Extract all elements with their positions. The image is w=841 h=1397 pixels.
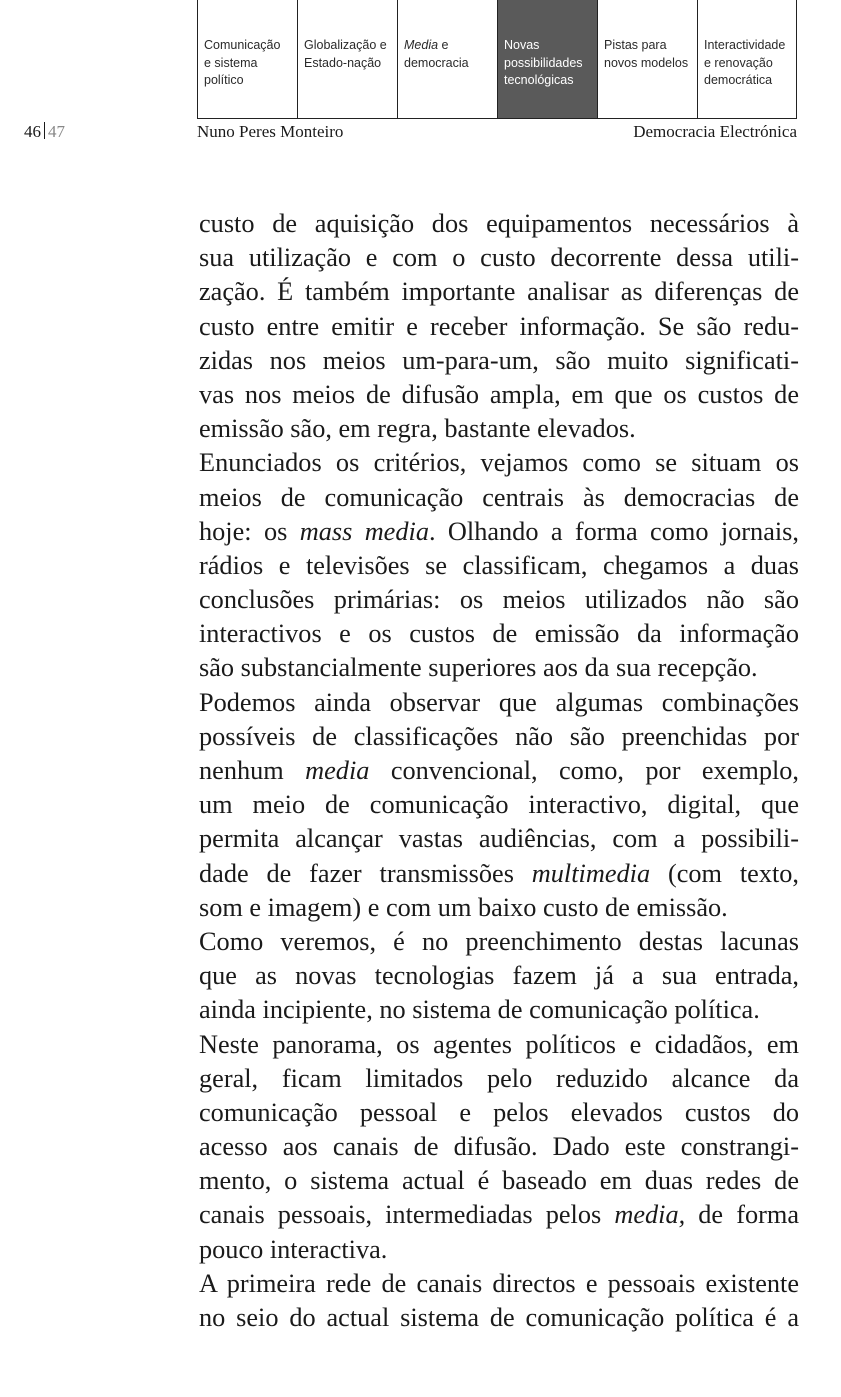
text-segment: no seio do actual sistema de comunicação política é a (199, 1303, 799, 1332)
text-segment: interactivos e os custos de emissão da informação (199, 619, 799, 649)
text-line (199, 412, 799, 446)
chapter-tab-5 (597, 0, 697, 118)
text-line (199, 1301, 799, 1335)
running-header-book-title: Democracia Electrónica (633, 122, 797, 141)
text-segment: um meio de comunicação interactivo, digital, que (199, 790, 799, 820)
text-line (199, 344, 799, 378)
text-line (199, 1233, 799, 1267)
text-line (199, 993, 799, 1027)
chapter-tab-label-line: Estado-nação (304, 55, 382, 70)
text-line (199, 378, 799, 412)
italic-term: media, (614, 1200, 686, 1230)
chapter-tab-label-line: democrática (704, 73, 773, 87)
text-line (199, 1062, 799, 1096)
text-line (199, 481, 799, 515)
text-segment: sua utilização e com o custo decorrente dessa utili- (199, 243, 799, 273)
chapter-tab-label-line: Comunicação (204, 38, 281, 52)
text-line (199, 1267, 799, 1301)
text-line (199, 241, 799, 275)
text-segment: acesso aos canais de difusão. Dado este constrangi- (199, 1132, 799, 1162)
chapter-tab-label-line: novos modelos (604, 55, 689, 70)
text-segment: nenhum (199, 756, 306, 785)
chapter-tab-4 (497, 0, 597, 118)
text-segment: Neste panorama, os agentes políticos e cidadãos, em (199, 1029, 799, 1059)
text-segment: vas nos meios de difusão ampla, em que os custos de (199, 379, 799, 409)
text-line (199, 549, 799, 583)
text-line (199, 1096, 799, 1130)
text-line (199, 822, 799, 856)
chapter-tab-3 (397, 0, 497, 118)
text-segment: A primeira rede de canais directos e pessoais existente (199, 1268, 799, 1298)
text-line (199, 891, 799, 925)
text-line (199, 1198, 799, 1232)
page-number-right: 47 (48, 122, 65, 141)
chapter-tab-label-line: e renovação (704, 55, 773, 70)
text-line (199, 446, 799, 480)
text-segment: que as novas tecnologias fazem já a sua entrada, (199, 961, 799, 991)
text-line (199, 720, 799, 754)
text-line (199, 583, 799, 617)
chapter-tab-6 (697, 0, 797, 118)
text-line (199, 515, 799, 549)
text-line (199, 1164, 799, 1198)
text-segment: Podemos ainda observar que algumas combinações (199, 687, 799, 717)
text-segment: Como veremos, é no preenchimento destas lacunas (199, 926, 799, 956)
chapter-navigation-tabs (197, 0, 797, 119)
text-segment: emissão são, em regra, bastante elevados. (199, 414, 636, 444)
text-segment: zidas nos meios um-para-um, são muito significati- (199, 345, 799, 375)
chapter-tab-label-line: Novas (504, 38, 540, 52)
text-segment: dade de fazer transmissões (199, 858, 532, 888)
chapter-tab-label-line: e sistema (204, 55, 258, 70)
text-segment: permita alcançar vastas audiências, com a possibili- (199, 824, 799, 854)
chapter-tab-label-line: Interactividade (704, 38, 786, 52)
text-line (199, 857, 799, 891)
page-numbers (24, 122, 65, 142)
chapter-tab-label-line: Globalização e (304, 38, 387, 52)
text-segment: som e imagem) e com um baixo custo de emissão. (199, 892, 728, 922)
italic-term: multimedia (531, 858, 651, 888)
chapter-tab-1 (197, 0, 297, 118)
text-segment: canais pessoais, intermediadas pelos (199, 1200, 615, 1230)
text-segment: mento, o sistema actual é baseado em duas redes de (199, 1166, 799, 1196)
text-segment: geral, ficam limitados pelo reduzido alcance da (199, 1063, 799, 1093)
text-segment: conclusões primárias: os meios utilizados não são (199, 585, 799, 615)
text-segment: (com texto, (650, 858, 799, 888)
text-segment: convencional, como, por exemplo, (369, 756, 799, 785)
italic-term: mass media (299, 516, 429, 546)
text-segment: Enunciados os critérios, vejamos como se situam os (199, 448, 799, 478)
text-line (199, 617, 799, 651)
text-segment: de forma (685, 1200, 799, 1230)
chapter-tab-label-line: possibilidades (504, 55, 583, 70)
text-segment: zação. É também importante analisar as diferenças de (199, 277, 799, 307)
text-line (199, 686, 799, 720)
text-segment: ainda incipiente, no sistema de comunicação política. (199, 995, 760, 1025)
text-line (199, 788, 799, 822)
text-segment: custo de aquisição dos equipamentos necessários à (199, 209, 799, 238)
chapter-tab-label-line: político (204, 73, 244, 87)
text-segment: . Olhando a forma como jornais, (428, 516, 799, 546)
text-line (199, 1130, 799, 1164)
page-number-divider (44, 122, 45, 139)
text-segment: são substancialmente superiores aos da sua recepção. (199, 653, 758, 683)
text-line (199, 1028, 799, 1062)
text-line (199, 754, 799, 788)
chapter-tab-label-line: democracia (404, 55, 469, 70)
text-segment: possíveis de classificações não são preenchidas por (199, 721, 799, 751)
chapter-tab-label-line: Pistas para (604, 38, 667, 52)
text-line (199, 651, 799, 685)
text-segment: pouco interactiva. (199, 1234, 388, 1264)
body-text (199, 207, 799, 1335)
chapter-tab-label-line: Media e (404, 38, 449, 52)
text-segment: hoje: os (199, 516, 300, 546)
text-segment: custo entre emitir e receber informação. Se são redu- (199, 311, 799, 341)
text-line (199, 275, 799, 309)
text-segment: comunicação pessoal e pelos elevados custos do (199, 1097, 799, 1127)
chapter-tab-label-line: tecnológicas (504, 73, 574, 87)
running-header-author: Nuno Peres Monteiro (197, 122, 344, 141)
text-line (199, 925, 799, 959)
chapter-tab-2 (297, 0, 397, 118)
text-line (199, 207, 799, 241)
text-segment: rádios e televisões se classificam, chegamos a duas (199, 550, 799, 580)
italic-term: media (305, 756, 370, 785)
text-segment: meios de comunicação centrais às democracias de (199, 482, 799, 512)
page-number-left: 46 (24, 122, 41, 141)
text-line (199, 310, 799, 344)
text-line (199, 959, 799, 993)
